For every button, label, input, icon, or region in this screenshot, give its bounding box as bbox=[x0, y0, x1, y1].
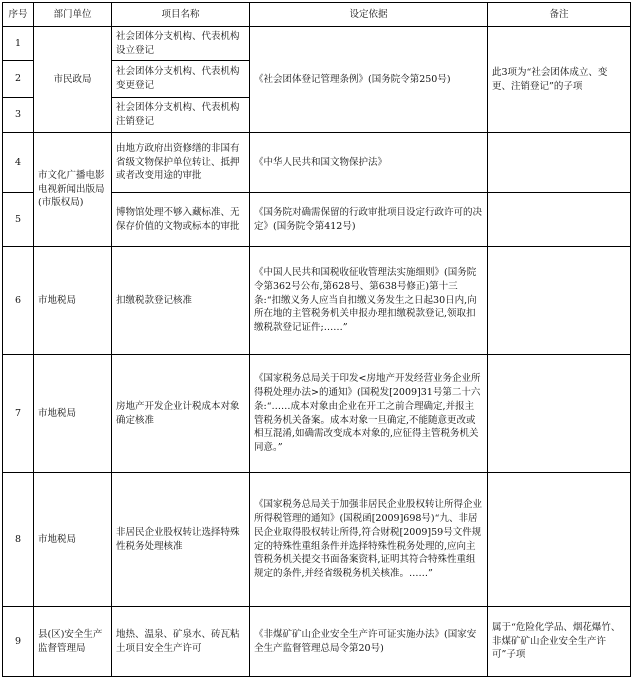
header-project: 项目名称 bbox=[112, 3, 250, 27]
project-cell: 房地产开发企业计税成本对象确定核准 bbox=[112, 355, 250, 473]
project-cell: 社会团体分支机构、代表机构设立登记 bbox=[112, 27, 250, 61]
note-cell bbox=[488, 473, 631, 607]
table-row bbox=[3, 133, 631, 193]
project-cell: 社会团体分支机构、代表机构注销登记 bbox=[112, 98, 250, 133]
row-no: 4 bbox=[3, 133, 34, 193]
header-note: 备注 bbox=[488, 3, 631, 27]
table-row bbox=[3, 473, 631, 607]
basis-cell: 《国务院对确需保留的行政审批项目设定行政许可的决定》(国务院令第412号) bbox=[250, 193, 488, 247]
dept-cell: 市地税局 bbox=[34, 247, 112, 355]
basis-cell: 《中国人民共和国税收征收管理法实施细则》(国务院令第362号公布,第628号、第638号修正)第十三条:“扣缴义务人应当自扣缴义务发生之日起30日内,向所在地的主管税务机关申报办理扣缴税款登记,领取扣缴税款登记证件;……” bbox=[250, 247, 488, 355]
note-cell: 属于“危险化学品、烟花爆竹、非煤矿矿山企业安全生产许可”子项 bbox=[488, 607, 631, 677]
header-row bbox=[3, 3, 631, 27]
project-cell: 博物馆处理不够入藏标准、无保存价值的文物或标本的审批 bbox=[112, 193, 250, 247]
table-row bbox=[3, 607, 631, 677]
header-dept: 部门单位 bbox=[34, 3, 112, 27]
basis-cell: 《非煤矿矿山企业安全生产许可证实施办法》(国家安全生产监督管理总局令第20号) bbox=[250, 607, 488, 677]
header-basis: 设定依据 bbox=[250, 3, 488, 27]
project-cell: 扣缴税款登记核准 bbox=[112, 247, 250, 355]
row-no: 2 bbox=[3, 61, 34, 98]
basis-cell: 《国家税务总局关于加强非居民企业股权转让所得企业所得税管理的通知》(国税函[2009]698号)“九、非居民企业取得股权转让所得,符合财税[2009]59号文件规定的特殊性重组条件并选择特殊性税务处理的,应向主管税务机关提交书面备案资料,证明其符合特殊性重组规定的条件,并经省级税务机关核准。……” bbox=[250, 473, 488, 607]
row-no: 3 bbox=[3, 98, 34, 133]
project-cell: 由地方政府出资修缮的非国有省级文物保护单位转让、抵押或者改变用途的审批 bbox=[112, 133, 250, 193]
row-no: 6 bbox=[3, 247, 34, 355]
note-cell: 此3项为“社会团体成立、变更、注销登记”的子项 bbox=[488, 27, 631, 133]
table-row bbox=[3, 355, 631, 473]
basis-cell: 《社会团体登记管理条例》(国务院令第250号) bbox=[250, 27, 488, 133]
dept-cell: 市文化广播电影电视新闻出版局(市版权局) bbox=[34, 133, 112, 247]
basis-cell: 《中华人民共和国文物保护法》 bbox=[250, 133, 488, 193]
header-no: 序号 bbox=[3, 3, 34, 27]
project-cell: 地热、温泉、矿泉水、砖瓦粘土项目安全生产许可 bbox=[112, 607, 250, 677]
row-no: 7 bbox=[3, 355, 34, 473]
note-cell bbox=[488, 193, 631, 247]
note-cell bbox=[488, 133, 631, 193]
project-cell: 社会团体分支机构、代表机构变更登记 bbox=[112, 61, 250, 98]
note-cell bbox=[488, 247, 631, 355]
table-row bbox=[3, 247, 631, 355]
dept-cell: 市民政局 bbox=[34, 27, 112, 133]
row-no: 1 bbox=[3, 27, 34, 61]
dept-cell: 县(区)安全生产监督管理局 bbox=[34, 607, 112, 677]
project-cell: 非居民企业股权转让选择特殊性税务处理核准 bbox=[112, 473, 250, 607]
row-no: 8 bbox=[3, 473, 34, 607]
basis-cell: 《国家税务总局关于印发<房地产开发经营业务企业所得税处理办法>的通知》(国税发[2009]31号第二十六条:“……成本对象由企业在开工之前合理确定,并报主管税务机关备案。成本对象一旦确定,不能随意更改或相互混淆,如确需改变成本对象的,应征得主管税务机关同意。” bbox=[250, 355, 488, 473]
row-no: 9 bbox=[3, 607, 34, 677]
dept-cell: 市地税局 bbox=[34, 355, 112, 473]
note-cell bbox=[488, 355, 631, 473]
table-row bbox=[3, 27, 631, 61]
dept-cell: 市地税局 bbox=[34, 473, 112, 607]
row-no: 5 bbox=[3, 193, 34, 247]
main-table bbox=[2, 2, 631, 677]
